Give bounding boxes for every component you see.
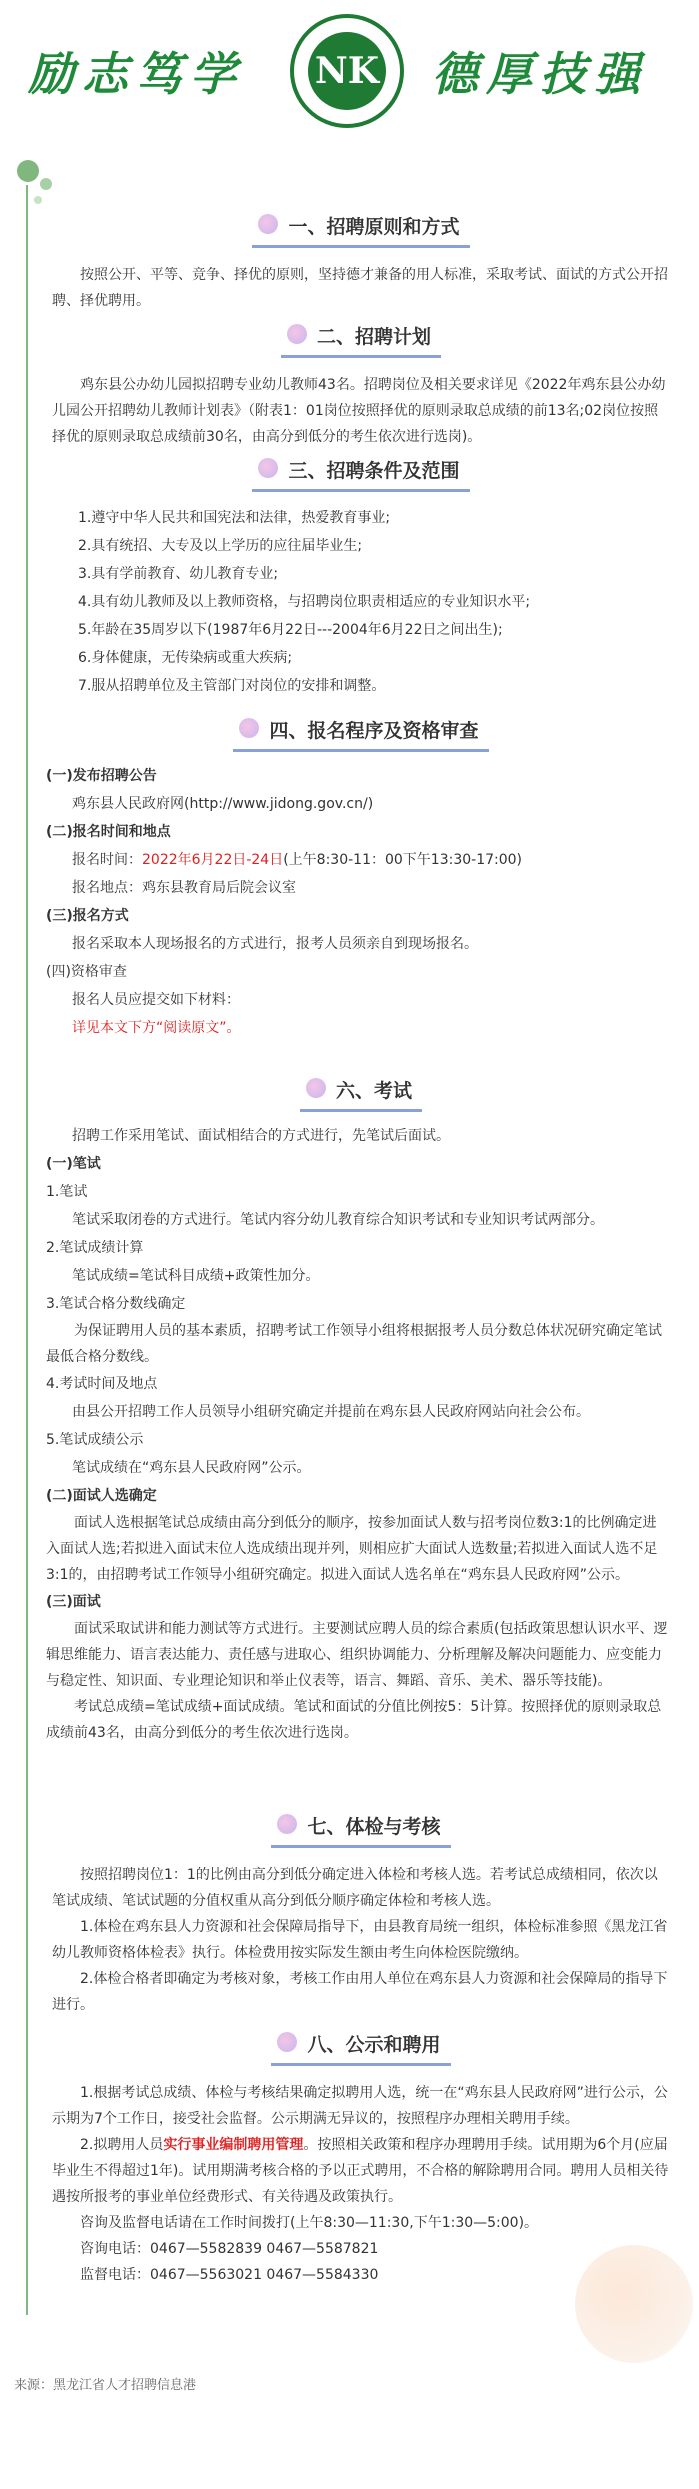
list-item: 2.具有统招、大专及以上学历的应往届毕业生; bbox=[78, 538, 363, 554]
text-run: 2.拟聘用人员 bbox=[80, 2137, 164, 2153]
decor-dot-icon bbox=[40, 178, 52, 190]
section-body bbox=[52, 2080, 670, 2288]
section-body bbox=[46, 762, 664, 1042]
paragraph: 1.体检在鸡东县人力资源和社会保障局指导下，由县教育局统一组织，体检标准参照《黑龙江省幼儿教师资格体检表》执行。体检费用按实际发生额由考生向体检医院缴纳。 bbox=[52, 1919, 668, 1961]
section-title-wrap bbox=[52, 322, 670, 358]
subheading: 1.笔试 bbox=[46, 1184, 88, 1200]
paragraph: 咨询及监督电话请在工作时间拨打(上午8:30—11:30,下午1:30—5:00)。 bbox=[80, 2215, 539, 2231]
section-title bbox=[252, 212, 469, 248]
paragraph: 为保证聘用人员的基本素质，招聘考试工作领导小组将根据报考人员分数总体状况研究确定笔试最低合格分数线。 bbox=[46, 1323, 662, 1365]
source-note: 来源：黑龙江省人才招聘信息港 bbox=[14, 2378, 197, 2393]
section-title bbox=[252, 456, 469, 492]
section-title bbox=[271, 1812, 450, 1848]
list-item: 1.遵守中华人民共和国宪法和法律，热爱教育事业; bbox=[78, 510, 391, 526]
supervise-phone: 监督电话：0467—5563021 0467—5584330 bbox=[80, 2267, 379, 2283]
section-title-text: 八、公示和聘用 bbox=[307, 2034, 441, 2056]
text-run: 。按照相关政策和程序办理聘用手续。试用期为6个月(应届毕业生不得超过1年)。试用期满考核合格的予以正式聘用，不合格的解除聘用合同。聘用人员相关待遇按所报考的事业单位经费形式、有关待遇及政策执行。 bbox=[52, 2137, 669, 2205]
slogan-left: 励志笃学 bbox=[28, 47, 244, 101]
read-original-link[interactable]: 详见本文下方“阅读原文”。 bbox=[72, 1020, 241, 1036]
section-title-text: 七、体检与考核 bbox=[307, 1816, 441, 1838]
consult-phone: 咨询电话：0467—5582839 0467—5587821 bbox=[80, 2241, 379, 2257]
bubble-icon bbox=[258, 214, 278, 234]
paragraph: 由县公开招聘工作人员领导小组研究确定并提前在鸡东县人民政府网站向社会公布。 bbox=[72, 1404, 590, 1420]
bubble-icon bbox=[277, 2032, 297, 2052]
decor-rail bbox=[26, 185, 28, 2315]
subheading: (四)资格审查 bbox=[46, 964, 127, 980]
school-emblem-logo bbox=[290, 14, 404, 128]
paragraph: 面试采取试讲和能力测试等方式进行。主要测试应聘人员的综合素质(包括政策思想认识水平、逻辑思维能力、语言表达能力、责任感与进取心、组织协调能力、分析理解及解决问题能力、应变能力与稳定性、知识面、专业理论知识和举止仪表等，语言、舞蹈、音乐、美术、器乐等技能)。 bbox=[46, 1621, 668, 1689]
section-body bbox=[46, 1122, 670, 1746]
slogan-right: 德厚技强 bbox=[432, 47, 648, 101]
bubble-icon bbox=[287, 324, 307, 344]
paragraph: 按照招聘岗位1：1的比例由高分到低分确定进入体检和考核人选。若考试总成绩相同，依次以笔试成绩、笔试试题的分值权重从高分到低分顺序确定体检和考核人选。 bbox=[52, 1867, 658, 1909]
subheading: (三)报名方式 bbox=[46, 908, 129, 924]
paragraph: 笔试成绩在“鸡东县人民政府网”公示。 bbox=[72, 1460, 311, 1476]
decor-dot-icon bbox=[34, 196, 42, 204]
paragraph: 2.体检合格者即确定为考核对象，考核工作由用人单位在鸡东县人力资源和社会保障局的指导下进行。 bbox=[52, 1971, 668, 2013]
section-title-wrap bbox=[52, 456, 670, 492]
paragraph bbox=[52, 2132, 670, 2210]
section-title-wrap bbox=[52, 2030, 670, 2066]
section-title bbox=[271, 2030, 450, 2066]
section-title-wrap bbox=[52, 1076, 670, 1112]
section-title bbox=[281, 322, 441, 358]
section-title bbox=[300, 1076, 422, 1112]
subheading: 4.考试时间及地点 bbox=[46, 1376, 158, 1392]
subheading: (三)面试 bbox=[46, 1594, 101, 1610]
paragraph: 报名地点：鸡东县教育局后院会议室 bbox=[72, 880, 296, 896]
bubble-icon bbox=[258, 458, 278, 478]
paragraph: 面试人选根据笔试总成绩由高分到低分的顺序，按参加面试人数与招考岗位数3:1的比例确定进入面试人选;若拟进入面试末位人选成绩出现并列，则相应扩大面试人选数量;若拟进入面试人选不足3:1的，由招聘考试工作领导小组研究确定。拟进入面试人选名单在“鸡东县人民政府网”公示。 bbox=[46, 1515, 658, 1583]
highlight-text: 实行事业编制聘用管理 bbox=[163, 2137, 304, 2153]
decor-dot-icon bbox=[17, 160, 39, 182]
paragraph: 笔试采取闭卷的方式进行。笔试内容分幼儿教育综合知识考试和专业知识考试两部分。 bbox=[72, 1212, 604, 1228]
list-item: 5.年龄在35周岁以下(1987年6月22日---2004年6月22日之间出生); bbox=[78, 622, 503, 638]
header-banner bbox=[0, 0, 699, 140]
list-item: 4.具有幼儿教师及以上教师资格，与招聘岗位职责相适应的专业知识水平; bbox=[78, 594, 531, 610]
emblem-monogram: NK bbox=[308, 32, 386, 110]
list-item: 6.身体健康，无传染病或重大疾病; bbox=[78, 650, 293, 666]
paragraph: 鸡东县公办幼儿园拟招聘专业幼儿教师43名。招聘岗位及相关要求详见《2022年鸡东县公办幼儿园公开招聘幼儿教师计划表》（附表1：01岗位按照择优的原则录取总成绩的前13名;02岗位按照择优的原则录取总成绩前30名，由高分到低分的考生依次进行选岗)。 bbox=[52, 377, 666, 445]
time-rest: (上午8:30-11：00下午13:30-17:00) bbox=[283, 852, 523, 868]
list-item: 7.服从招聘单位及主管部门对岗位的安排和调整。 bbox=[78, 678, 386, 694]
subheading: (一)发布招聘公告 bbox=[46, 768, 157, 784]
section-title-text: 三、招聘条件及范围 bbox=[288, 460, 460, 482]
section-title bbox=[233, 716, 488, 752]
paragraph: 报名采取本人现场报名的方式进行，报考人员须亲自到现场报名。 bbox=[72, 936, 478, 952]
bubble-icon bbox=[306, 1078, 326, 1098]
section-title-text: 二、招聘计划 bbox=[316, 326, 431, 348]
list-item: 3.具有学前教育、幼儿教育专业; bbox=[78, 566, 279, 582]
subheading: (二)面试人选确定 bbox=[46, 1488, 157, 1504]
section-title-text: 四、报名程序及资格审查 bbox=[269, 720, 479, 742]
section-body bbox=[52, 1862, 670, 2018]
section-title-wrap bbox=[52, 1812, 670, 1848]
paragraph: 1.根据考试总成绩、体检与考核结果确定拟聘用人选，统一在“鸡东县人民政府网”进行公示，公示期为7个工作日，接受社会监督。公示期满无异议的，按照程序办理相关聘用手续。 bbox=[52, 2085, 668, 2127]
time-highlight: 2022年6月22日-24日 bbox=[142, 852, 284, 868]
paragraph: 报名人员应提交如下材料： bbox=[72, 992, 240, 1008]
section-title-wrap bbox=[52, 716, 670, 752]
subheading: 2.笔试成绩计算 bbox=[46, 1240, 144, 1256]
subheading: (一)笔试 bbox=[46, 1156, 101, 1172]
section-body bbox=[52, 262, 670, 314]
paragraph: 笔试成绩=笔试科目成绩+政策性加分。 bbox=[72, 1268, 320, 1284]
paragraph: 考试总成绩=笔试成绩+面试成绩。笔试和面试的分值比例按5：5计算。按照择优的原则录取总成绩前43名，由高分到低分的考生依次进行选岗。 bbox=[46, 1699, 662, 1741]
bubble-icon bbox=[239, 718, 259, 738]
section-body bbox=[52, 504, 670, 700]
bubble-icon bbox=[277, 1814, 297, 1834]
section-title-text: 一、招聘原则和方式 bbox=[288, 216, 460, 238]
paragraph: 招聘工作采用笔试、面试相结合的方式进行，先笔试后面试。 bbox=[72, 1128, 450, 1144]
time-label: 报名时间： bbox=[72, 852, 142, 868]
section-body bbox=[52, 372, 670, 450]
paragraph: 鸡东县人民政府网(http://www.jidong.gov.cn/) bbox=[72, 796, 374, 812]
section-title-text: 六、考试 bbox=[335, 1080, 412, 1102]
section-title-wrap bbox=[52, 212, 670, 248]
subheading: 5.笔试成绩公示 bbox=[46, 1432, 144, 1448]
subheading: 3.笔试合格分数线确定 bbox=[46, 1296, 186, 1312]
subheading: (二)报名时间和地点 bbox=[46, 824, 171, 840]
paragraph: 按照公开、平等、竞争、择优的原则，坚持德才兼备的用人标准，采取考试、面试的方式公开招聘、择优聘用。 bbox=[52, 267, 668, 309]
paragraph bbox=[46, 846, 664, 874]
